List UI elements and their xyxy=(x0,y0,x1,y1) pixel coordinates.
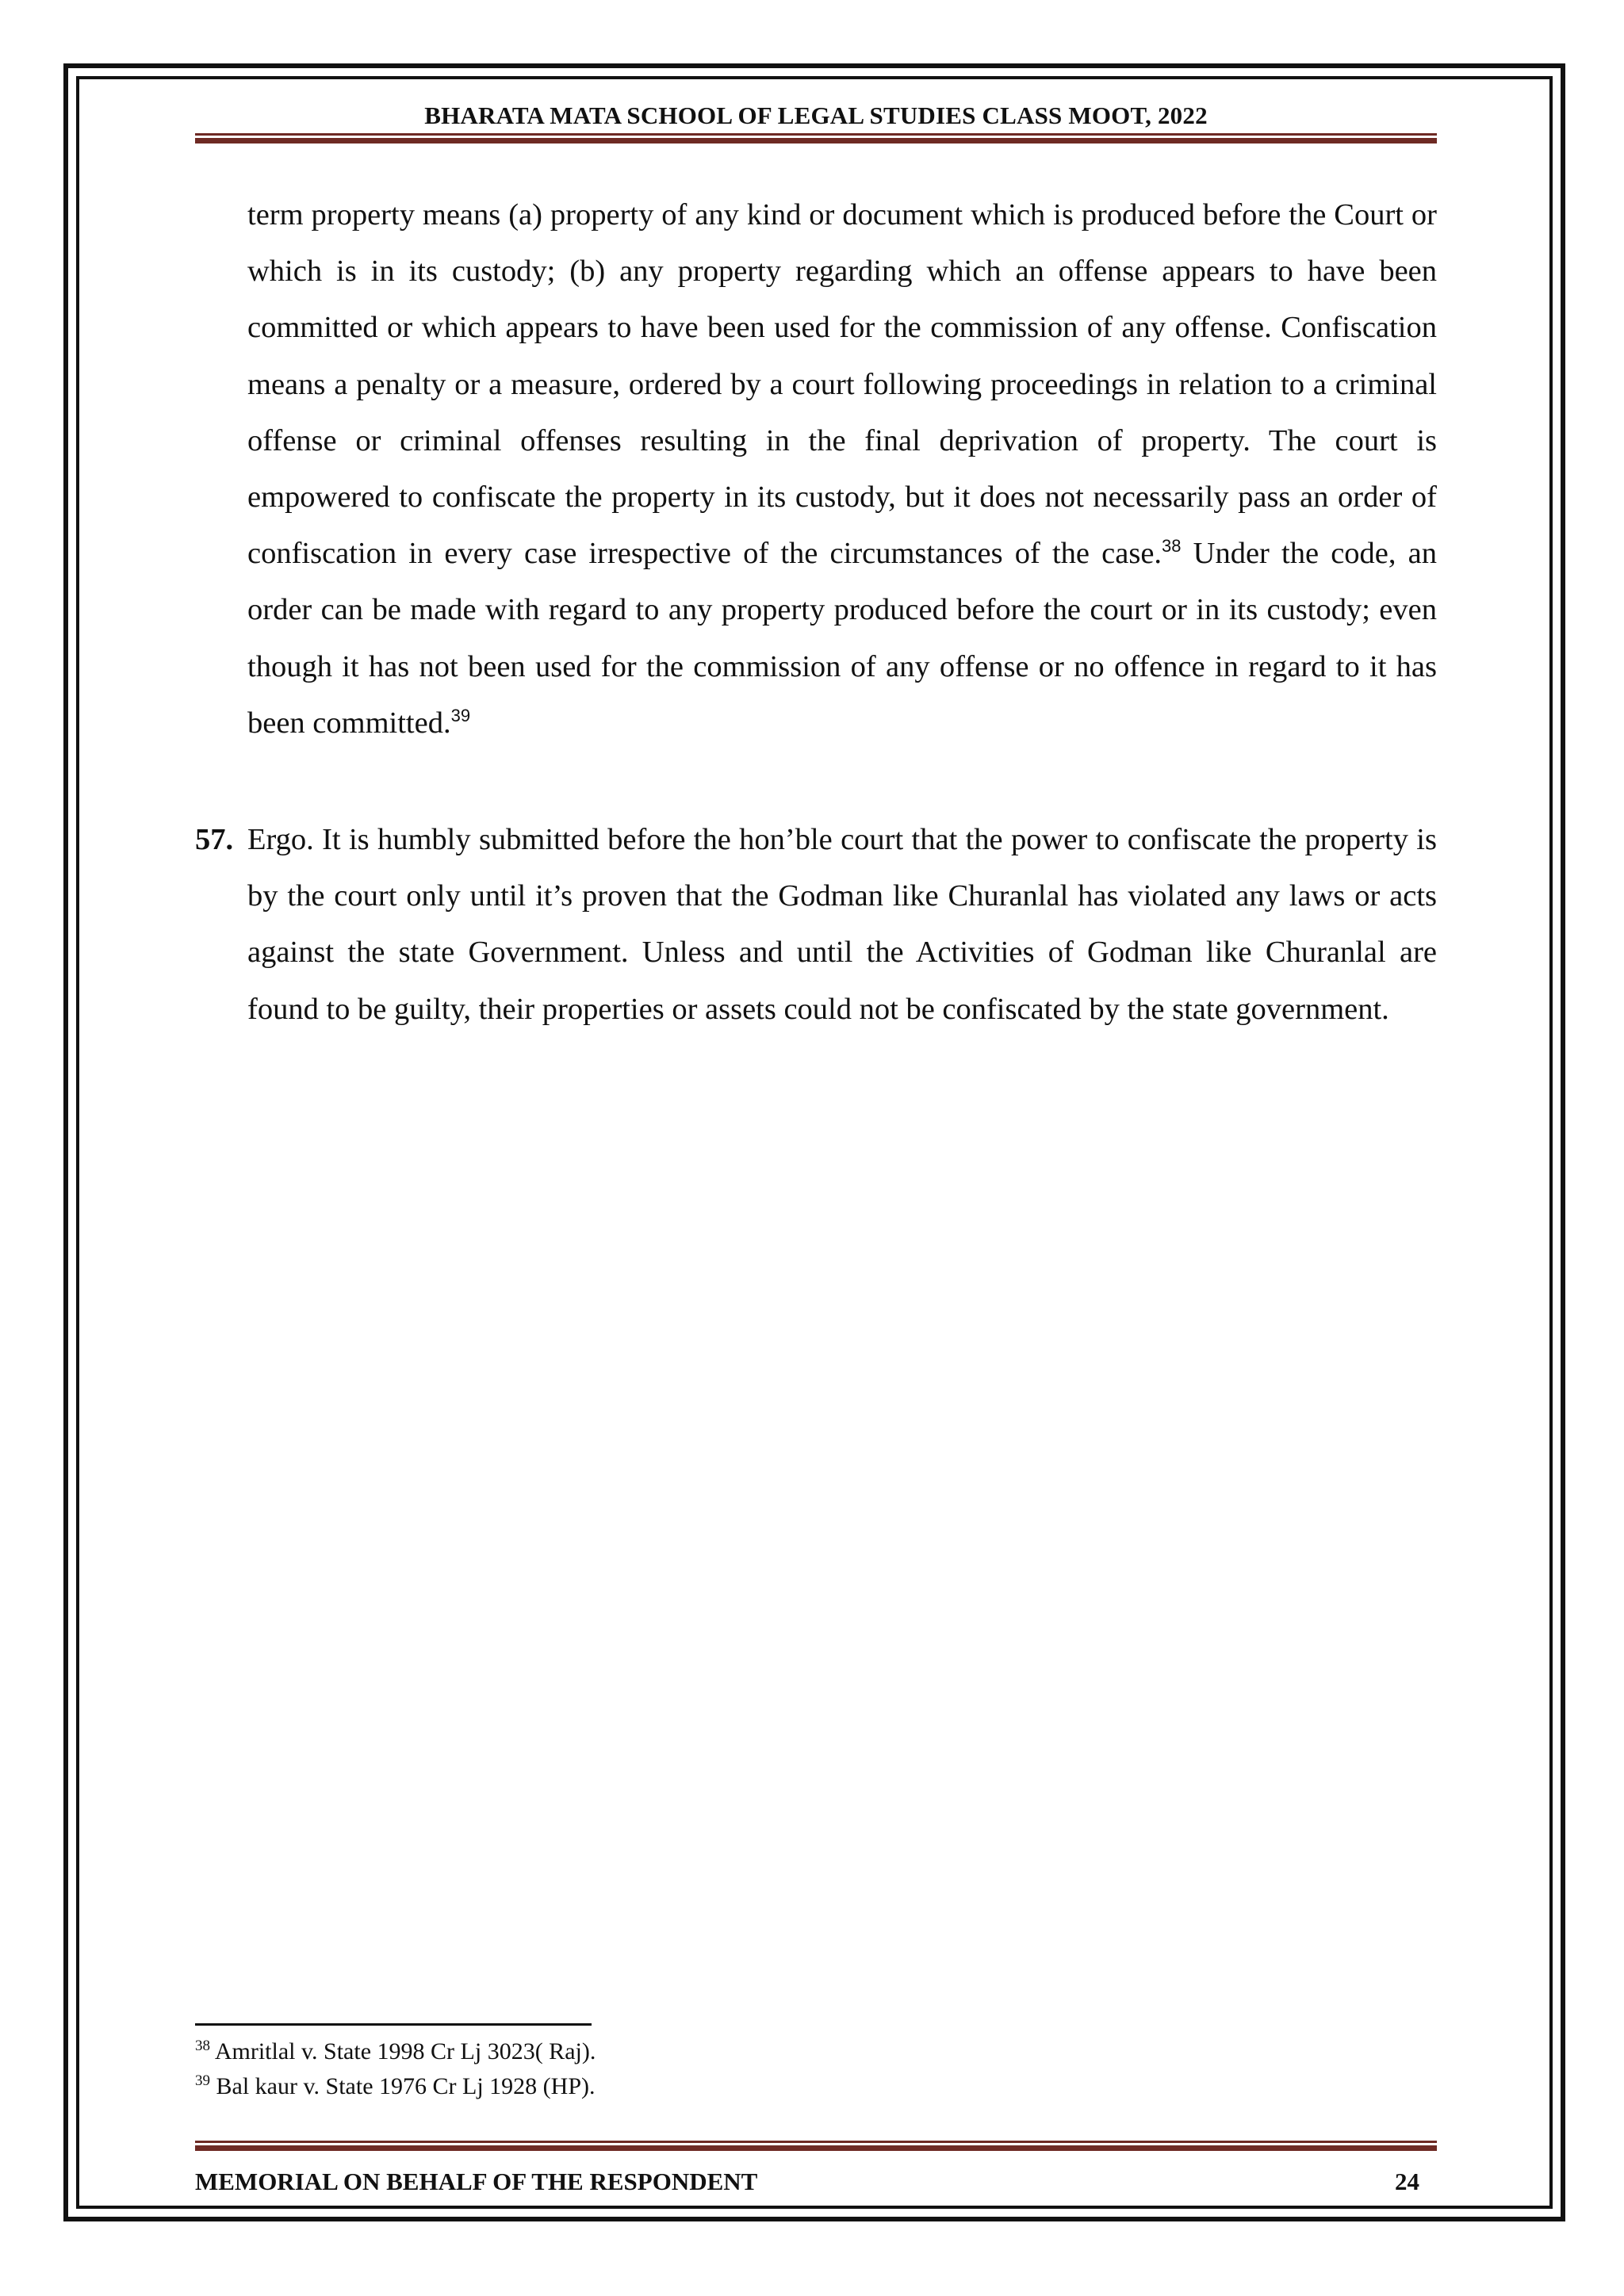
header-title: BHARATA MATA SCHOOL OF LEGAL STUDIES CLASS MOOT, 2022 xyxy=(424,101,1208,129)
footnote-ref-39[interactable]: 39 xyxy=(450,706,471,725)
footnote-separator xyxy=(195,2023,592,2026)
footer-rule xyxy=(195,2141,1437,2151)
footnote-text: Bal kaur v. State 1976 Cr Lj 1928 (HP). xyxy=(210,2073,596,2099)
paragraph-continued xyxy=(247,187,1437,752)
paragraph-text: term property means (a) property of any kind or document which is produced before the Court or which is in its custody; (b) any property regarding which an offense appears to have been committed or which appears to have been used for the commission of any offense. Confiscation means a penalty or a measure, ordered by a court following proceedings in relation to a criminal offense or criminal offenses resulting in the final deprivation of property. The court is empowered to confiscate the property in its custody, but it does not necessarily pass an order of confiscation in every case irrespective of the circumstances of the case. xyxy=(247,198,1437,571)
paragraph-text: Ergo. It is humbly submitted before the hon’ble court that the power to confiscate the property is by the court only until it’s proven that the Godman like Churanlal has violated any laws or acts against the state Government. Unless and until the Activities of Godman like Churanlal are found to be guilty, their properties or assets could not be confiscated by the state government. xyxy=(247,823,1437,1026)
paragraph-number: 57. xyxy=(195,823,234,856)
footnote-number: 39 xyxy=(195,2072,210,2089)
footnote-38 xyxy=(195,2036,596,2068)
header-rule xyxy=(195,133,1437,144)
footnote-text: Amritlal v. State 1998 Cr Lj 3023( Raj). xyxy=(210,2038,596,2064)
footnote-39 xyxy=(195,2071,596,2103)
footer-label: MEMORIAL ON BEHALF OF THE RESPONDENT xyxy=(195,2168,758,2195)
footnote-number: 38 xyxy=(195,2038,210,2054)
paragraph-57 xyxy=(247,812,1437,1038)
footnote-ref-38[interactable]: 38 xyxy=(1162,536,1182,557)
paragraph-text: Under the code, an order can be made with regard to any property produced before the court or in its custody; even though it has not been used for the commission of any offense or no offence in regard to it has been committed. xyxy=(247,537,1437,740)
page-number: 24 xyxy=(1395,2168,1419,2195)
